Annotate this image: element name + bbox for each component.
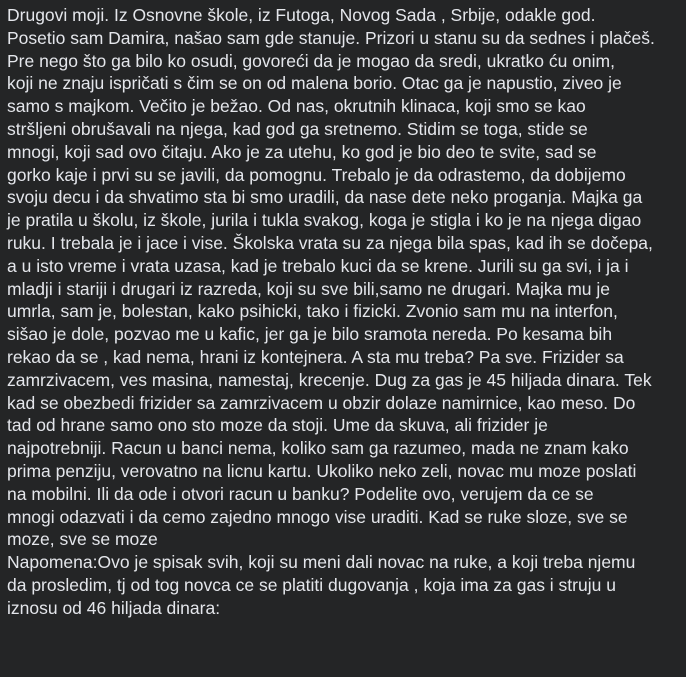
post-text-line: gorko kaje i prvi su se javili, da pomognu. Trebalo je da odrastemo, da dobijemo bbox=[7, 164, 626, 185]
post-text-line: iznosu od 46 hiljada dinara: bbox=[7, 597, 221, 618]
post-text-line: a u isto vreme i vrata uzasa, kad je trebalo kuci da se krene. Jurili su ga svi, i ja i bbox=[7, 255, 629, 276]
post-text-line: je pratila u školu, iz škole, jurila i tukla svakog, koga je stigla i ko je na njega digao bbox=[7, 210, 642, 231]
post-text-line: mnogi odazvati i da cemo zajedno mnogo vise uraditi. Kad se ruke sloze, sve se bbox=[7, 506, 628, 527]
post-text-line: najpotrebniji. Racun u banci nema, koliko sam ga razumeo, mada ne znam kako bbox=[7, 438, 629, 459]
post-text-line: svoju decu i da shvatimo sta bi smo uradili, da nase dete neko proganja. Majka ga bbox=[7, 187, 643, 208]
post-text-line: stršljeni obrušavali na njega, kad god ga sretnemo. Stidim se toga, stide se bbox=[7, 118, 588, 139]
post-text-line: Drugovi moji. Iz Osnovne škole, iz Futoga, Novog Sada , Srbije, odakle god. bbox=[7, 5, 596, 25]
post-text-line: umrla, sam je, bolestan, kako psihicki, tako i fizicki. Zvonio sam mu na interfon, bbox=[7, 301, 618, 322]
post-text-line: mladji i stariji i drugari iz razreda, koji su sve bili,samo ne drugari. Majka mu je bbox=[7, 278, 610, 299]
post-text-line: Pre nego što ga bilo ko osudi, govoreći da je mogao da sredi, ukratko ću onim, bbox=[7, 50, 615, 71]
post-text-line: da prosledim, tj od tog novca ce se platiti dugovanja , koja ima za gas i struju u bbox=[7, 574, 616, 595]
post-text-line: ruku. I trebala je i jace i vise. Školska vrata su za njega bila spas, kad ih se dočepa, bbox=[7, 232, 653, 253]
post-text-line: Napomena:Ovo je spisak svih, koji su meni dali novac na ruke, a koji treba njemu bbox=[7, 552, 636, 573]
post-text-line: sišao je dole, pozvao me u kafic, jer ga je bilo sramota nereda. Po kesama bih bbox=[7, 324, 613, 345]
post-text-line: rekao da se , kad nema, hrani iz kontejnera. A sta mu treba? Pa sve. Frizider sa bbox=[7, 346, 624, 367]
post-text-line: prima penziju, verovatno na licnu kartu. Ukoliko neko zeli, novac mu moze poslati bbox=[7, 460, 637, 481]
post-text-line: zamrzivacem, ves masina, namestaj, krecenje. Dug za gas je 45 hiljada dinara. Tek bbox=[7, 369, 652, 390]
post-text-line: na mobilni. Ili da ode i otvori racun u banku? Podelite ovo, verujem da ce se bbox=[7, 483, 594, 504]
post-text-line: kad se obezbedi frizider sa zamrzivacem u obzir dolaze namirnice, kao meso. Do bbox=[7, 392, 636, 413]
post-text-line: samo s majkom. Večito je bežao. Od nas, okrutnih klinaca, koji smo se kao bbox=[7, 96, 586, 117]
post-text-line: mnogi, koji sad ovo čitaju. Ako je za utehu, ko god je bio deo te svite, sad se bbox=[7, 141, 597, 162]
post-text-line: tad od hrane samo ono sto moze da stoji. Ume da skuva, ali frizider je bbox=[7, 415, 548, 436]
post-text-line: moze, sve se moze bbox=[7, 529, 158, 550]
post-text-line: Posetio sam Damira, našao sam gde stanuje. Prizori u stanu su da sednes i plačeš. bbox=[7, 27, 655, 48]
post-text-line: koji ne znaju ispričati s čim se on od malena borio. Otac ga je napustio, ziveo je bbox=[7, 73, 622, 94]
